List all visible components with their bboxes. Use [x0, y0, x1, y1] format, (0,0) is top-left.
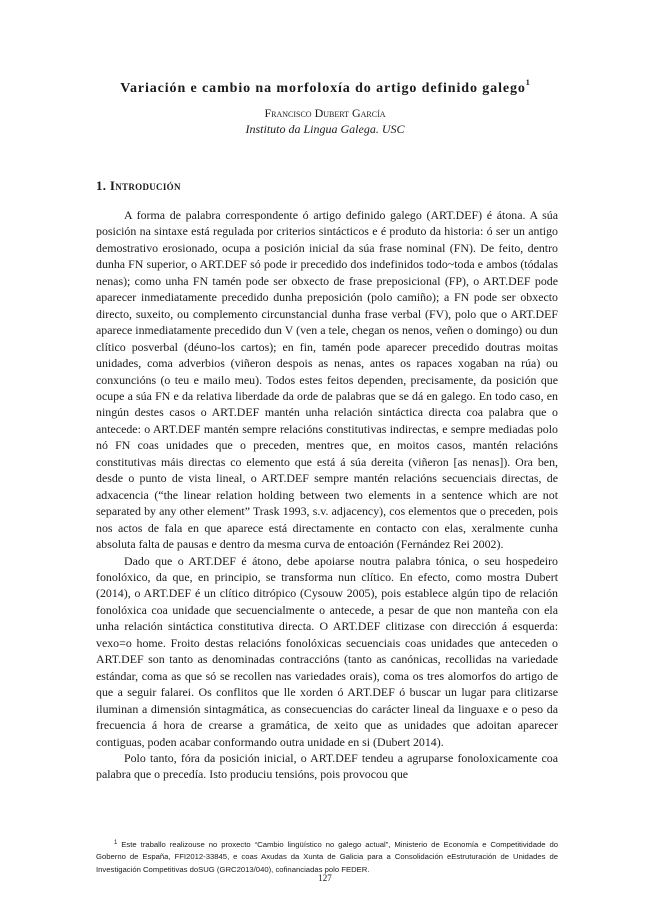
paragraph-2: Dado que o ART.DEF é átono, debe apoiarse noutra palabra tónica, o seu hospedeiro fonolóxico, da que, en principio, se transforma nun clítico. En efecto, como mostra Dubert (2014), o ART.DEF é un clítico ditrópico (Cysouw 2005), pois establece algún tipo de relación fonolóxica coa unidade que secuencialmente o antecede, a pesar de que non manteña con ela unha relación sintáctica constitutiva directa. O ART.DEF clitizase con dirección á esquerda: vexo=o home. Froito destas relacións fonolóxicas secuenciais coas unidades que anteceden o ART.DEF son tanto as denominadas contraccións (tanto as canónicas, recollidas na variedade estándar, coma as que só se recollen nas variedades orais), coma os tres alomorfos do artigo de que a seguir falarei. Os conflitos que lle xorden ó ART.DEF ó buscar un lugar para clitizarse iluminan a dimensión sintagmática, as consecuencias do carácter lineal da linguaxe e o peso da frecuencia á hora de crearse a gramática, de xeito que as unidades que adoitan aparecer contiguas, poden acabar conformando outra unidade en si (Dubert 2014).	[96, 553, 558, 749]
title-footnote-marker: 1	[525, 78, 530, 87]
paper-title	[0, 78, 650, 97]
paragraph-1: A forma de palabra correspondente ó artigo definido galego (ART.DEF) é átona. A súa posición na sintaxe está regulada por criterios sintácticos e é produto da historia: ó ser un antigo demostrativo erosionado, ocupa a posición inicial da súa frase nominal (FN). De feito, dentro dunha FN superior, o ART.DEF só pode ir precedido dos indefinidos todo~toda e ambos (tódalas nenas); como unha FN tamén pode ser obxecto de frase preposicional (FP), o ART.DEF pode aparecer inmediatamente precedido dunha preposición (polo camiño); a FN pode ser obxecto directo, suxeito, ou complemento circunstancial dunha frase verbal (FV), polo que o ART.DEF aparece inmediatamente precedido dun V (ven a tele, chegan os nenos, veñen o domingo) ou dun clítico posverbal (déuno-los cartos); en fin, tamén pode aparecer precedido doutras moitas unidades, coma adverbios (viñeron despois as nenas, antes os rapaces xogaban na rúa) ou conxuncións (o teu e mailo meu). Todos estes feitos dependen, precisamente, da posición que ocupe a súa FN e da relativa liberdade da orde de palabras que se dá en galego. En todo caso, en ningún destes casos o ART.DEF mantén unha relación sintáctica directa coa palabra que o antecede: o ART.DEF mantén sempre relacións constitutivas indirectas, e sempre mediadas polo nó FN coas unidades que o preceden, mentres que, en moitos casos, mantén relacións constitutivas máis directas co elemento que está á súa dereita (viñeron [as nenas]). Ora ben, desde o punto de vista lineal, o ART.DEF sempre mantén relacións secuenciais directas, de adxacencia (“the linear relation holding between two elements in a sentence which are not separated by any other element” Trask 1993, s.v. adjacency), cos elementos que o preceden, pois nos actos de fala en que aparece está directamente en contacto con elas, xeralmente cunha absoluta falta de pausas e dentro da mesma curva de entoación (Fernández Rei 2002).	[96, 208, 558, 552]
footnote	[96, 837, 558, 876]
footnote-text: Este traballo realizouse no proxecto “Cambio lingüístico no galego actual”, Ministerio de Economía e Competitividade do Goberno de España, FFI2012-33845, e coas Axudas da Xunta de Galicia para a Consolidación eEstruturación de Unidades de Investigación Competitivas doSUG (GRC2013/040), cofinanciadas polo FEDER.	[96, 840, 558, 874]
section-heading: 1. Introdución	[96, 178, 181, 193]
body-text	[96, 207, 558, 783]
title-text: Variación e cambio na morfoloxía do artigo definido galego	[120, 81, 526, 96]
author-affiliation: Instituto da Lingua Galega. USC	[245, 122, 405, 136]
page-number: 127	[318, 873, 332, 883]
footnote-marker: 1	[114, 840, 118, 846]
author-name: Francisco Dubert García	[264, 106, 386, 120]
paragraph-3: Polo tanto, fóra da posición inicial, o ART.DEF tendeu a agruparse fonoloxicamente coa palabra que o precedía. Isto produciu tensións, pois provocou que	[96, 750, 558, 782]
